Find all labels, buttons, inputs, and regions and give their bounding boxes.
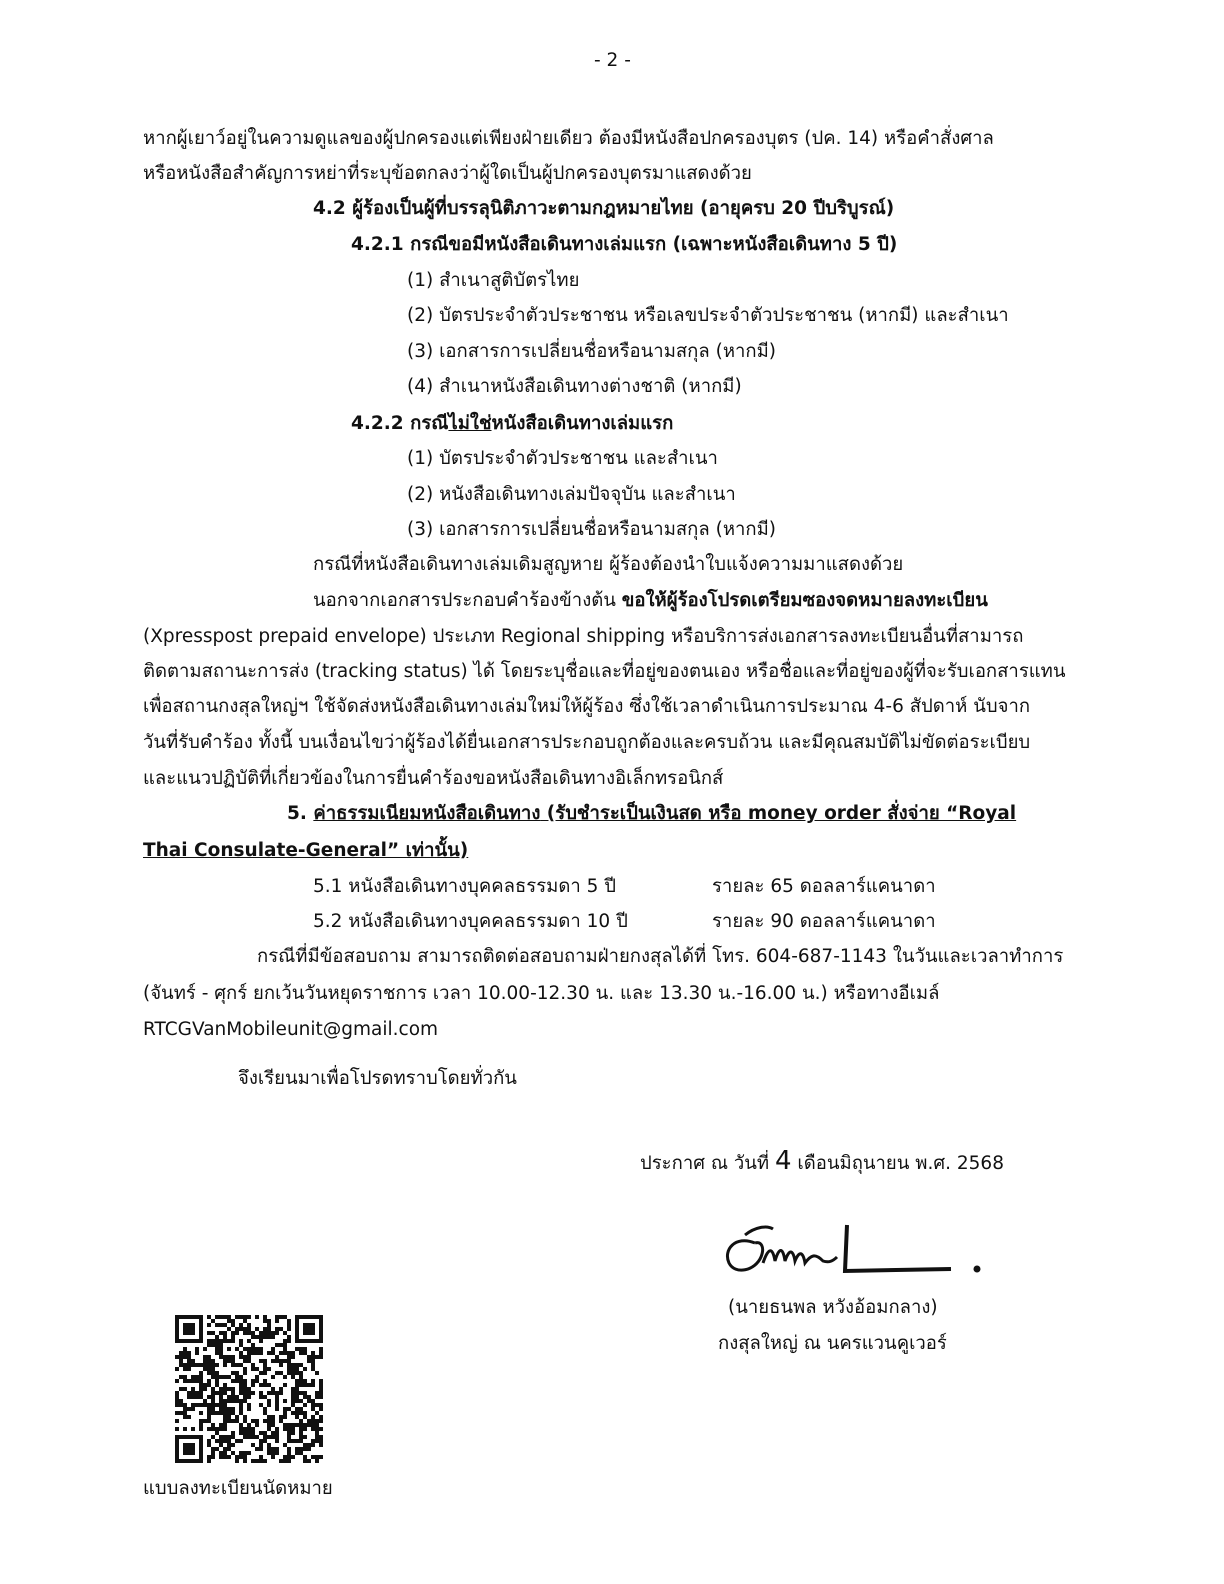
heading-underlined: ไม่ใช่ — [448, 413, 492, 434]
envelope-line-5: และแนวปฏิบัติที่เกี่ยวข้องในการยื่นคำร้องขอหนังสือเดินทางอิเล็กทรอนิกส์ — [143, 768, 724, 789]
list-item: (2) บัตรประจำตัวประชาชน หรือเลขประจำตัวประชาชน (หากมี) และสำเนา — [407, 305, 1009, 326]
fees-heading-line-2: Thai Consulate-General” เท่านั้น) — [143, 840, 469, 861]
fees-number: 5. — [287, 803, 314, 824]
fees-heading-line-1 — [287, 801, 1016, 827]
qr-code-icon[interactable] — [175, 1315, 323, 1463]
intro-line-1: หากผู้เยาว์อยู่ในความดูแลของผู้ปกครองแต่เพียงฝ่ายเดียว ต้องมีหนังสือปกครองบุตร (ปค. 14) หรือคำสั่งศาล — [143, 128, 994, 149]
heading-prefix: 4.2.2 กรณี — [351, 413, 449, 434]
list-item: (1) บัตรประจำตัวประชาชน และสำเนา — [407, 448, 718, 469]
contact-line-1: กรณีที่มีข้อสอบถาม สามารถติดต่อสอบถามฝ่ายกงสุลได้ที่ โทร. 604-687-1143 ในวันและเวลาทำการ — [257, 946, 1064, 967]
section-4-2-2-heading — [351, 411, 673, 437]
list-item: (4) สำเนาหนังสือเดินทางต่างชาติ (หากมี) — [407, 376, 742, 397]
contact-email[interactable]: RTCGVanMobileunit@gmail.com — [143, 1019, 439, 1040]
envelope-line-1: (Xpresspost prepaid envelope) ประเภท Regional shipping หรือบริการส่งเอกสารลงทะเบียนอื่นที่สามารถ — [143, 626, 1024, 647]
envelope-lead — [313, 588, 988, 614]
signature-icon — [715, 1205, 995, 1285]
qr-caption: แบบลงทะเบียนนัดหมาย — [143, 1478, 333, 1499]
signatory-name: (นายธนพล หวังอ้อมกลาง) — [728, 1297, 938, 1318]
fees-title-underlined: ค่าธรรมเนียมหนังสือเดินทาง — [313, 803, 541, 824]
intro-line-2: หรือหนังสือสำคัญการหย่าที่ระบุข้อตกลงว่าผู้ใดเป็นผู้ปกครองบุตรมาแสดงด้วย — [143, 163, 752, 184]
page-number: - 2 - — [594, 50, 631, 71]
announce-day: 4 — [774, 1146, 792, 1176]
list-item: (2) หนังสือเดินทางเล่มปัจจุบัน และสำเนา — [407, 484, 736, 505]
signatory-title: กงสุลใหญ่ ณ นครแวนคูเวอร์ — [718, 1333, 947, 1354]
fees-title-rest: (รับชำระเป็นเงินสด หรือ money order สั่งจ่าย “Royal — [540, 803, 1017, 824]
announcement-date — [640, 1148, 1004, 1177]
fee-row-label: 5.1 หนังสือเดินทางบุคคลธรรมดา 5 ปี — [313, 876, 617, 897]
envelope-line-3: เพื่อสถานกงสุลใหญ่ฯ ใช้จัดส่งหนังสือเดินทางเล่มใหม่ให้ผู้ร้อง ซึ่งใช้เวลาดำเนินการประมาณ 4-6 สัปดาห์ นับจาก — [143, 696, 1031, 717]
announce-prefix: ประกาศ ณ วันที่ — [640, 1153, 775, 1174]
heading-suffix: หนังสือเดินทางเล่มแรก — [491, 413, 674, 434]
fee-row-label: 5.2 หนังสือเดินทางบุคคลธรรมดา 10 ปี — [313, 911, 628, 932]
fee-row-price: รายละ 65 ดอลลาร์แคนาดา — [712, 876, 936, 897]
list-item: (1) สำเนาสูติบัตรไทย — [407, 270, 580, 291]
lost-passport-note: กรณีที่หนังสือเดินทางเล่มเดิมสูญหาย ผู้ร้องต้องนำใบแจ้งความมาแสดงด้วย — [313, 554, 904, 575]
envelope-line-4: วันที่รับคำร้อง ทั้งนี้ บนเงื่อนไขว่าผู้ร้องได้ยื่นเอกสารประกอบถูกต้องและครบถ้วน และมีคุณสมบัติไม่ขัดต่อระเบียบ — [143, 732, 1031, 753]
closing-line: จึงเรียนมาเพื่อโปรดทราบโดยทั่วกัน — [238, 1068, 517, 1089]
section-4-2-1-heading: 4.2.1 กรณีขอมีหนังสือเดินทางเล่มแรก (เฉพาะหนังสือเดินทาง 5 ปี) — [351, 234, 898, 255]
fee-row-price: รายละ 90 ดอลลาร์แคนาดา — [712, 911, 936, 932]
section-4-2-heading: 4.2 ผู้ร้องเป็นผู้ที่บรรลุนิติภาวะตามกฎหมายไทย (อายุครบ 20 ปีบริบูรณ์) — [313, 198, 895, 219]
list-item: (3) เอกสารการเปลี่ยนชื่อหรือนามสกุล (หากมี) — [407, 519, 777, 540]
envelope-lead-bold: ขอให้ผู้ร้องโปรดเตรียมซองจดหมายลงทะเบียน — [621, 590, 988, 611]
envelope-lead-plain: นอกจากเอกสารประกอบคำร้องข้างต้น — [313, 590, 622, 611]
announce-suffix: เดือนมิถุนายน พ.ศ. 2568 — [791, 1153, 1004, 1174]
contact-line-2: (จันทร์ - ศุกร์ ยกเว้นวันหยุดราชการ เวลา 10.00-12.30 น. และ 13.30 น.-16.00 น.) หรือทางอีเมล์ — [143, 983, 940, 1004]
envelope-line-2: ติดตามสถานะการส่ง (tracking status) ได้ โดยระบุชื่อและที่อยู่ของตนเอง หรือชื่อและที่อยู่ของผู้ที่จะรับเอกสารแทน — [143, 661, 1066, 682]
list-item: (3) เอกสารการเปลี่ยนชื่อหรือนามสกุล (หากมี) — [407, 341, 777, 362]
